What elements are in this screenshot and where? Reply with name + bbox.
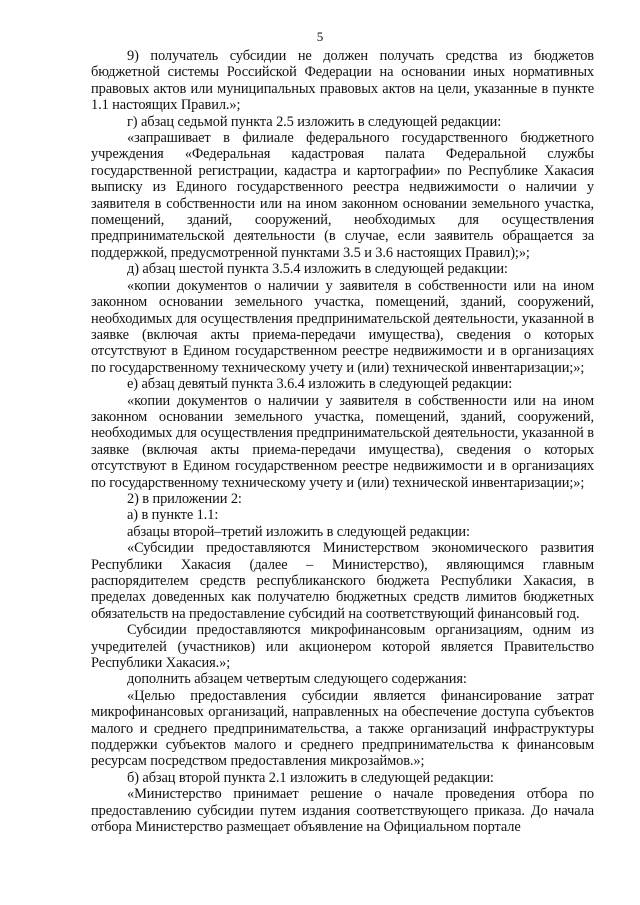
paragraph: д) абзац шестой пункта 3.5.4 изложить в следующей редакции: bbox=[127, 261, 508, 278]
paragraph: б) абзац второй пункта 2.1 изложить в следующей редакции: bbox=[127, 769, 494, 786]
paragraph: «копии документов о наличии у заявителя в собственности или на ином законном основании земельного участка, помещений, зданий, сооружений, необходимых для осуществления предпринимательской деятельности, указанной в заявке (включая акты приема-передачи имущества), сведения о которых отсутствуют в Едином государственном реестре недвижимости и в организациях по государственному техническому учету и (или) технической инвентаризации;»; bbox=[91, 277, 594, 376]
paragraph: «запрашивает в филиале федерального государственного бюджетного учреждения «Федеральная кадастровая палата Федеральной службы государственной регистрации, кадастра и картографии» по Республике Хакасия выписку из Единого государственного реестра недвижимости о наличии у заявителя в собственности или на ином законном основании земельного участка, помещений, зданий, сооружений, необходимых для осуществления предпринимательской деятельности (в случае, если заявитель обращается за поддержкой, предусмотренной пунктами 3.5 и 3.6 настоящих Правил);»; bbox=[91, 130, 594, 261]
paragraph: 2) в приложении 2: bbox=[127, 490, 242, 507]
page-number: 5 bbox=[316, 29, 324, 44]
paragraph: а) в пункте 1.1: bbox=[127, 507, 219, 524]
paragraph: «Министерство принимает решение о начале проведения отбора по предоставлению субсидии путем издания соответствующего приказа. До начала отбора Министерство размещает объявление на Официальном портале bbox=[91, 786, 594, 836]
paragraph: г) абзац седьмой пункта 2.5 изложить в следующей редакции: bbox=[127, 113, 502, 130]
paragraph: дополнить абзацем четвертым следующего содержания: bbox=[127, 671, 467, 688]
paragraph: 9) получатель субсидии не должен получать средства из бюджетов бюджетной системы Российской Федерации на основании иных нормативных правовых актов или муниципальных правовых актов на цели, указанные в пункте 1.1 настоящих Правил.»; bbox=[91, 48, 594, 114]
paragraph: «Субсидии предоставляются Министерством экономического развития Республики Хакасия (далее – Министерство), являющимся главным распорядителем средств республиканского бюджета Республики Хакасия, в пределах доведенных как получателю бюджетных средств лимитов бюджетных обязательств на предоставление субсидий на соответствующий финансовый год. bbox=[91, 540, 594, 622]
document-body bbox=[91, 48, 594, 836]
paragraph: «Целью предоставления субсидии является финансирование затрат микрофинансовых организаций, направленных на обеспечение доступа субъектов малого и среднего предпринимательства, а также организаций инфраструктуры поддержки субъектов малого и среднего предпринимательства к финансовым ресурсам посредством предоставления микрозаймов.»; bbox=[91, 687, 594, 770]
paragraph: Субсидии предоставляются микрофинансовым организациям, одним из учредителей (участников) или акционером которой является Правительство Республики Хакасия.»; bbox=[91, 622, 594, 672]
paragraph: «копии документов о наличии у заявителя в собственности или на ином законном основании земельного участка, помещений, зданий, сооружений, необходимых для осуществления предпринимательской деятельности, указанной в заявке (включая акты приема-передачи имущества), сведения о которых отсутствуют в Едином государственном реестре недвижимости и в организациях по государственному техническому учету и (или) технической инвентаризации;»; bbox=[91, 392, 594, 491]
paragraph: е) абзац девятый пункта 3.6.4 изложить в следующей редакции: bbox=[127, 376, 513, 393]
paragraph: абзацы второй–третий изложить в следующей редакции: bbox=[127, 523, 470, 540]
